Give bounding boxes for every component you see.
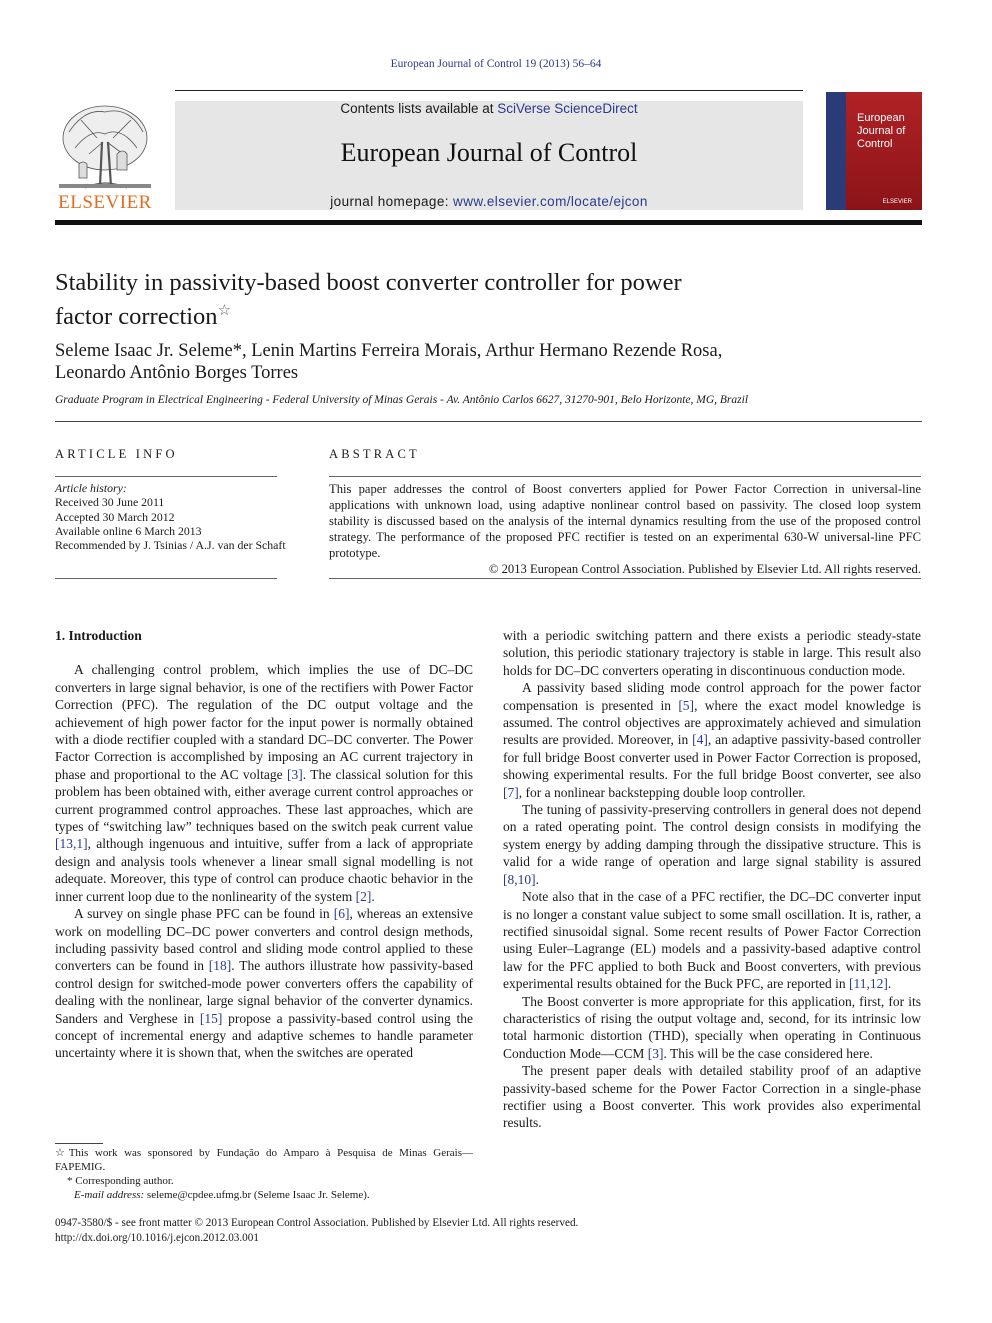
body-paragraph: Note also that in the case of a PFC rectifier, the DC–DC converter input is no longer a constant value subject to some small oscillation. It is, rather, a rectified sinusoidal signal. Some recent results of Power Factor Correction using Euler–Lagrange (EL) models and a passivity-based adaptive control law for the PFC applied to both Buck and Boost converters, with previous experimental results obtained for the Buck PFC, are reported in [11,12]. <box>503 889 921 992</box>
footnote-rule <box>55 1143 103 1144</box>
journal-homepage: journal homepage: www.elsevier.com/locate/ejcon <box>330 194 648 209</box>
body-paragraph: A challenging control problem, which implies the use of DC–DC converters in large signal behavior, is one of the rectifiers with Power Factor Correction (PFC). The regulation of the DC output voltage and the achievement of high power factor for the input power is normally obtained with a diode rectifier coupled with a standard DC–DC converter. The Power Factor Correction is accomplished by imposing an AC current trajectory in phase and proportional to the AC voltage [3]. The classical solution for this problem has been obtained with, either average current control approaches or current programmed control approaches. These last approaches, which are types of “switching law” techniques based on the switch peak current value [13,1], although ingenuous and intuitive, suffer from a lack of appropriate design and analysis tools whenever a linear small signal modelling is not adequate. Moreover, this type of control can produce chaotic behavior in the inner current loop due to the nonlinearity of the system [2]. <box>55 662 473 904</box>
body-paragraph: The Boost converter is more appropriate for this application, first, for its characteristics of rising the output voltage and, second, for its intrinsic low total harmonic distortion (THD), specially when operating in Continuous Conduction Mode—CCM [3]. This will be the case considered here. <box>503 993 921 1061</box>
cover-title: European Journal of Control <box>857 112 906 150</box>
abstract-rule-top <box>329 476 921 477</box>
reference-link[interactable]: [11,12] <box>849 976 888 992</box>
funding-footnote: ☆This work was sponsored by Fundação do Amparo à Pesquisa de Minas Gerais—FAPEMIG. <box>55 1147 473 1173</box>
body-paragraph: A survey on single phase PFC can be found in [6], whereas an extensive work on modelling DC–DC power converters and control design methods, including passivity based control and sliding mode control applied to these converters can be found in [18]. The authors illustrate how passivity-based control design for switched-mode power converters offers the capability of dealing with the nonlinear, large signal behavior of the converter dynamics. Sanders and Verghese in [15] propose a passivity-based control using the concept of incremental energy and adaptive schemes to handle parameter uncertainty where it is shown that, when the switches are operated <box>55 906 473 1061</box>
body-right-column <box>503 627 921 1132</box>
email-footnote: E-mail address: seleme@cpdee.ufmg.br (Seleme Isaac Jr. Seleme). <box>74 1189 370 1201</box>
journal-cover-thumbnail[interactable] <box>826 92 922 210</box>
reference-link[interactable]: [7] <box>503 784 519 800</box>
cover-brand: ELSEVIER <box>882 199 912 205</box>
reference-link[interactable]: [4] <box>692 732 708 748</box>
affiliation: Graduate Program in Electrical Engineering - Federal University of Minas Gerais - Av. Antônio Carlos 6627, 31270-901, Belo Horizonte, MG, Brazil <box>55 394 749 406</box>
reference-link[interactable]: [6] <box>333 906 350 922</box>
contents-line: Contents lists available at SciVerse ScienceDirect <box>340 101 638 116</box>
homepage-link[interactable]: www.elsevier.com/locate/ejcon <box>453 194 648 209</box>
article-title: Stability in passivity-based boost converter controller for power factor correction☆ <box>55 269 682 331</box>
reference-link[interactable]: [5] <box>678 697 695 713</box>
author-list: Seleme Isaac Jr. Seleme*, Lenin Martins Ferreira Morais, Arthur Hermano Rezende Rosa, Leonardo Antônio Borges Torres <box>55 341 723 383</box>
reference-link[interactable]: [8,10] <box>503 871 536 887</box>
body-paragraph: with a periodic switching pattern and there exists a periodic steady-state solution, this periodic stationary trajectory is stable in large. This result also holds for DC–DC converters operating in discontinuous conduction mode. <box>503 628 921 678</box>
header-thick-rule <box>55 220 922 225</box>
corresponding-footnote: * Corresponding author. <box>67 1175 174 1187</box>
abstract-heading: ABSTRACT <box>329 447 420 461</box>
title-separator <box>55 421 922 422</box>
info-rule-top <box>55 476 277 477</box>
body-paragraph: The present paper deals with detailed stability proof of an adaptive passivity-based scheme for the Power Factor Correction in a single-phase rectifier using a Boost converter. This work provides also experimental results. <box>503 1063 921 1131</box>
body-paragraph: A passivity based sliding mode control approach for the power factor compensation is presented in [5], where the exact model knowledge is assumed. The control objectives are approximately achieved and simulation results are provided. Moreover, in [4], an adaptive passivity-based controller for full bridge Boost converter used in Power Factor Correction is proposed, showing experimental results. For the full bridge Boost converter, see also [7], for a nonlinear backstepping double loop controller. <box>503 680 922 800</box>
body-paragraph: The tuning of passivity-preserving controllers in general does not depend on a rated operating point. The control design consists in modifying the system energy by adding damping through the dissipative structure. This is valid for a wide range of operation and large signal stability is assured [8,10]. <box>503 802 921 887</box>
reference-link[interactable]: [18] <box>208 958 232 974</box>
email-link[interactable]: seleme@cpdee.ufmg.br (Seleme Isaac Jr. Seleme). <box>144 1189 370 1201</box>
reference-link[interactable]: [3] <box>287 766 303 782</box>
bottom-meta <box>55 1216 755 1245</box>
elsevier-wordmark: ELSEVIER <box>58 192 152 213</box>
info-rule-bottom <box>55 578 277 579</box>
abstract-body: This paper addresses the control of Boost converters applied for Power Factor Correction in universal-line applications with unknown load, using adaptive nonlinear control based on passivity. The closed loop system stability is discussed based on the analysis of the internal dynamics resulting from the use of the proposed control strategy. The performance of the proposed PFC rectifier is tested on an experimental 630-W universal-line PFC prototype. © 2013 European Control Association. Published by Elsevier Ltd. All rights reserved. <box>329 482 921 576</box>
reference-link[interactable]: [2] <box>355 888 372 904</box>
doi-link[interactable]: http://dx.doi.org/10.1016/j.ejcon.2012.03.001 <box>55 1231 259 1244</box>
abstract-rule-bottom <box>329 578 921 579</box>
header-rule <box>175 90 803 91</box>
section-heading: 1. Introduction <box>55 628 142 643</box>
body-left-column <box>55 627 473 1062</box>
journal-citation[interactable]: European Journal of Control 19 (2013) 56–64 <box>390 58 602 70</box>
issn-line: 0947-3580/$ - see front matter © 2013 European Control Association. Published by Elsevier Ltd. All rights reserved. <box>55 1217 579 1229</box>
sciencedirect-link[interactable]: SciVerse ScienceDirect <box>497 101 638 116</box>
title-footnote-star-icon[interactable]: ☆ <box>217 303 232 319</box>
reference-link[interactable]: [3] <box>647 1045 664 1061</box>
abstract-copyright: © 2013 European Control Association. Published by Elsevier Ltd. All rights reserved. <box>488 562 921 576</box>
reference-link[interactable]: [13,1] <box>55 836 88 852</box>
journal-title: European Journal of Control <box>340 138 638 167</box>
footnotes <box>55 1146 473 1202</box>
reference-link[interactable]: [15] <box>199 1010 223 1026</box>
article-history: Article history: Received 30 June 2011 Accepted 30 March 2012 Available online 6 March 2013 Recommended by J. Tsinias / A.J. van der Schaft <box>55 481 286 553</box>
article-info-heading: ARTICLE INFO <box>55 447 178 461</box>
